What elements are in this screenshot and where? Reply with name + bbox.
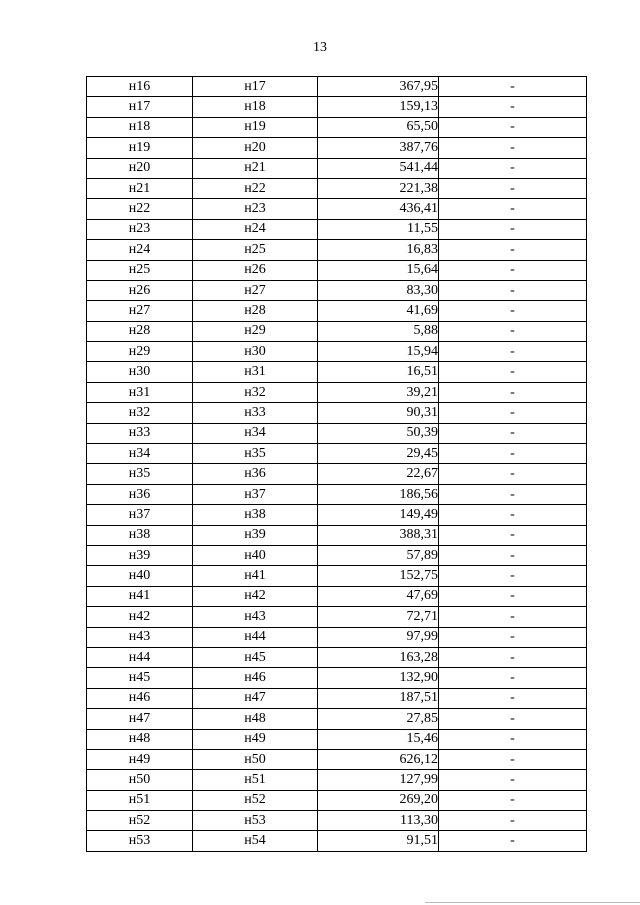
point-from-cell: н42 xyxy=(87,607,193,627)
table-row xyxy=(87,688,587,708)
point-from-cell: н22 xyxy=(87,199,193,219)
length-cell: 41,69 xyxy=(318,301,439,321)
length-cell: 90,31 xyxy=(318,403,439,423)
note-cell: - xyxy=(439,709,587,729)
note-cell: - xyxy=(439,403,587,423)
note-cell: - xyxy=(439,566,587,586)
table-row xyxy=(87,342,587,362)
point-from-cell: н45 xyxy=(87,668,193,688)
point-to-cell: н53 xyxy=(193,811,318,831)
length-cell: 39,21 xyxy=(318,382,439,402)
table-row xyxy=(87,729,587,749)
note-cell: - xyxy=(439,240,587,260)
point-to-cell: н45 xyxy=(193,647,318,667)
table-row xyxy=(87,525,587,545)
table-row xyxy=(87,178,587,198)
point-from-cell: н38 xyxy=(87,525,193,545)
table-row xyxy=(87,362,587,382)
point-from-cell: н39 xyxy=(87,545,193,565)
point-to-cell: н18 xyxy=(193,97,318,117)
table-row xyxy=(87,444,587,464)
table-row xyxy=(87,77,587,97)
note-cell: - xyxy=(439,158,587,178)
table-row xyxy=(87,749,587,769)
point-to-cell: н29 xyxy=(193,321,318,341)
point-to-cell: н33 xyxy=(193,403,318,423)
length-cell: 221,38 xyxy=(318,178,439,198)
point-from-cell: н26 xyxy=(87,280,193,300)
table-row xyxy=(87,647,587,667)
note-cell: - xyxy=(439,688,587,708)
table-row xyxy=(87,280,587,300)
length-cell: 16,83 xyxy=(318,240,439,260)
note-cell: - xyxy=(439,770,587,790)
table-row xyxy=(87,464,587,484)
point-to-cell: н52 xyxy=(193,790,318,810)
note-cell: - xyxy=(439,260,587,280)
point-to-cell: н23 xyxy=(193,199,318,219)
point-to-cell: н44 xyxy=(193,627,318,647)
length-cell: 83,30 xyxy=(318,280,439,300)
length-cell: 91,51 xyxy=(318,831,439,851)
point-from-cell: н32 xyxy=(87,403,193,423)
note-cell: - xyxy=(439,362,587,382)
length-cell: 269,20 xyxy=(318,790,439,810)
boundary-segments-table xyxy=(86,76,587,852)
length-cell: 29,45 xyxy=(318,444,439,464)
note-cell: - xyxy=(439,301,587,321)
length-cell: 11,55 xyxy=(318,219,439,239)
point-from-cell: н24 xyxy=(87,240,193,260)
note-cell: - xyxy=(439,178,587,198)
length-cell: 16,51 xyxy=(318,362,439,382)
point-to-cell: н38 xyxy=(193,505,318,525)
length-cell: 57,89 xyxy=(318,545,439,565)
point-from-cell: н25 xyxy=(87,260,193,280)
table-row xyxy=(87,138,587,158)
point-from-cell: н18 xyxy=(87,117,193,137)
point-to-cell: н19 xyxy=(193,117,318,137)
point-from-cell: н20 xyxy=(87,158,193,178)
length-cell: 187,51 xyxy=(318,688,439,708)
point-from-cell: н53 xyxy=(87,831,193,851)
table-row xyxy=(87,811,587,831)
table-row xyxy=(87,668,587,688)
length-cell: 186,56 xyxy=(318,484,439,504)
point-to-cell: н51 xyxy=(193,770,318,790)
point-to-cell: н35 xyxy=(193,444,318,464)
point-to-cell: н48 xyxy=(193,709,318,729)
point-from-cell: н49 xyxy=(87,749,193,769)
point-from-cell: н31 xyxy=(87,382,193,402)
table-row xyxy=(87,607,587,627)
point-from-cell: н51 xyxy=(87,790,193,810)
point-from-cell: н40 xyxy=(87,566,193,586)
point-to-cell: н39 xyxy=(193,525,318,545)
point-to-cell: н30 xyxy=(193,342,318,362)
table-row xyxy=(87,219,587,239)
point-from-cell: н17 xyxy=(87,97,193,117)
note-cell: - xyxy=(439,342,587,362)
length-cell: 50,39 xyxy=(318,423,439,443)
page-number: 13 xyxy=(313,40,327,55)
point-to-cell: н24 xyxy=(193,219,318,239)
table-row xyxy=(87,97,587,117)
point-to-cell: н41 xyxy=(193,566,318,586)
length-cell: 27,85 xyxy=(318,709,439,729)
table-row xyxy=(87,240,587,260)
point-from-cell: н29 xyxy=(87,342,193,362)
note-cell: - xyxy=(439,811,587,831)
point-to-cell: н31 xyxy=(193,362,318,382)
point-from-cell: н44 xyxy=(87,647,193,667)
point-to-cell: н34 xyxy=(193,423,318,443)
note-cell: - xyxy=(439,790,587,810)
point-from-cell: н27 xyxy=(87,301,193,321)
table-body xyxy=(87,77,587,852)
note-cell: - xyxy=(439,668,587,688)
note-cell: - xyxy=(439,484,587,504)
table-row xyxy=(87,627,587,647)
point-to-cell: н26 xyxy=(193,260,318,280)
note-cell: - xyxy=(439,444,587,464)
length-cell: 367,95 xyxy=(318,77,439,97)
note-cell: - xyxy=(439,280,587,300)
point-from-cell: н47 xyxy=(87,709,193,729)
point-from-cell: н19 xyxy=(87,138,193,158)
length-cell: 72,71 xyxy=(318,607,439,627)
point-from-cell: н30 xyxy=(87,362,193,382)
length-cell: 152,75 xyxy=(318,566,439,586)
point-to-cell: н21 xyxy=(193,158,318,178)
note-cell: - xyxy=(439,525,587,545)
note-cell: - xyxy=(439,729,587,749)
point-to-cell: н42 xyxy=(193,586,318,606)
length-cell: 626,12 xyxy=(318,749,439,769)
point-from-cell: н46 xyxy=(87,688,193,708)
point-to-cell: н49 xyxy=(193,729,318,749)
length-cell: 65,50 xyxy=(318,117,439,137)
length-cell: 97,99 xyxy=(318,627,439,647)
point-from-cell: н23 xyxy=(87,219,193,239)
point-from-cell: н36 xyxy=(87,484,193,504)
note-cell: - xyxy=(439,749,587,769)
length-cell: 15,64 xyxy=(318,260,439,280)
point-to-cell: н22 xyxy=(193,178,318,198)
length-cell: 22,67 xyxy=(318,464,439,484)
point-to-cell: н54 xyxy=(193,831,318,851)
note-cell: - xyxy=(439,138,587,158)
note-cell: - xyxy=(439,464,587,484)
table-row xyxy=(87,484,587,504)
table-row xyxy=(87,709,587,729)
note-cell: - xyxy=(439,647,587,667)
length-cell: 47,69 xyxy=(318,586,439,606)
point-to-cell: н20 xyxy=(193,138,318,158)
length-cell: 127,99 xyxy=(318,770,439,790)
point-from-cell: н33 xyxy=(87,423,193,443)
length-cell: 163,28 xyxy=(318,647,439,667)
point-to-cell: н50 xyxy=(193,749,318,769)
point-from-cell: н52 xyxy=(87,811,193,831)
point-from-cell: н21 xyxy=(87,178,193,198)
point-to-cell: н43 xyxy=(193,607,318,627)
length-cell: 541,44 xyxy=(318,158,439,178)
note-cell: - xyxy=(439,321,587,341)
length-cell: 15,94 xyxy=(318,342,439,362)
table-row xyxy=(87,505,587,525)
table-row xyxy=(87,770,587,790)
table-row xyxy=(87,566,587,586)
table-row xyxy=(87,260,587,280)
table-row xyxy=(87,790,587,810)
point-to-cell: н46 xyxy=(193,668,318,688)
note-cell: - xyxy=(439,199,587,219)
point-from-cell: н48 xyxy=(87,729,193,749)
note-cell: - xyxy=(439,607,587,627)
point-to-cell: н32 xyxy=(193,382,318,402)
note-cell: - xyxy=(439,586,587,606)
point-from-cell: н28 xyxy=(87,321,193,341)
length-cell: 436,41 xyxy=(318,199,439,219)
point-to-cell: н40 xyxy=(193,545,318,565)
point-to-cell: н47 xyxy=(193,688,318,708)
note-cell: - xyxy=(439,97,587,117)
point-to-cell: н36 xyxy=(193,464,318,484)
table-row xyxy=(87,301,587,321)
point-from-cell: н37 xyxy=(87,505,193,525)
table-row xyxy=(87,199,587,219)
length-cell: 113,30 xyxy=(318,811,439,831)
note-cell: - xyxy=(439,831,587,851)
note-cell: - xyxy=(439,382,587,402)
table-row xyxy=(87,586,587,606)
note-cell: - xyxy=(439,117,587,137)
table-row xyxy=(87,831,587,851)
length-cell: 149,49 xyxy=(318,505,439,525)
scan-edge-line xyxy=(425,902,640,903)
point-to-cell: н37 xyxy=(193,484,318,504)
length-cell: 132,90 xyxy=(318,668,439,688)
table-row xyxy=(87,117,587,137)
point-to-cell: н25 xyxy=(193,240,318,260)
length-cell: 159,13 xyxy=(318,97,439,117)
point-from-cell: н34 xyxy=(87,444,193,464)
note-cell: - xyxy=(439,545,587,565)
note-cell: - xyxy=(439,77,587,97)
note-cell: - xyxy=(439,627,587,647)
note-cell: - xyxy=(439,423,587,443)
point-to-cell: н27 xyxy=(193,280,318,300)
length-cell: 388,31 xyxy=(318,525,439,545)
length-cell: 15,46 xyxy=(318,729,439,749)
table-row xyxy=(87,423,587,443)
note-cell: - xyxy=(439,505,587,525)
point-from-cell: н43 xyxy=(87,627,193,647)
point-from-cell: н16 xyxy=(87,77,193,97)
point-from-cell: н41 xyxy=(87,586,193,606)
table-row xyxy=(87,382,587,402)
table-row xyxy=(87,403,587,423)
point-from-cell: н35 xyxy=(87,464,193,484)
length-cell: 387,76 xyxy=(318,138,439,158)
table-row xyxy=(87,545,587,565)
table-row xyxy=(87,158,587,178)
note-cell: - xyxy=(439,219,587,239)
table-row xyxy=(87,321,587,341)
point-from-cell: н50 xyxy=(87,770,193,790)
length-cell: 5,88 xyxy=(318,321,439,341)
point-to-cell: н28 xyxy=(193,301,318,321)
point-to-cell: н17 xyxy=(193,77,318,97)
